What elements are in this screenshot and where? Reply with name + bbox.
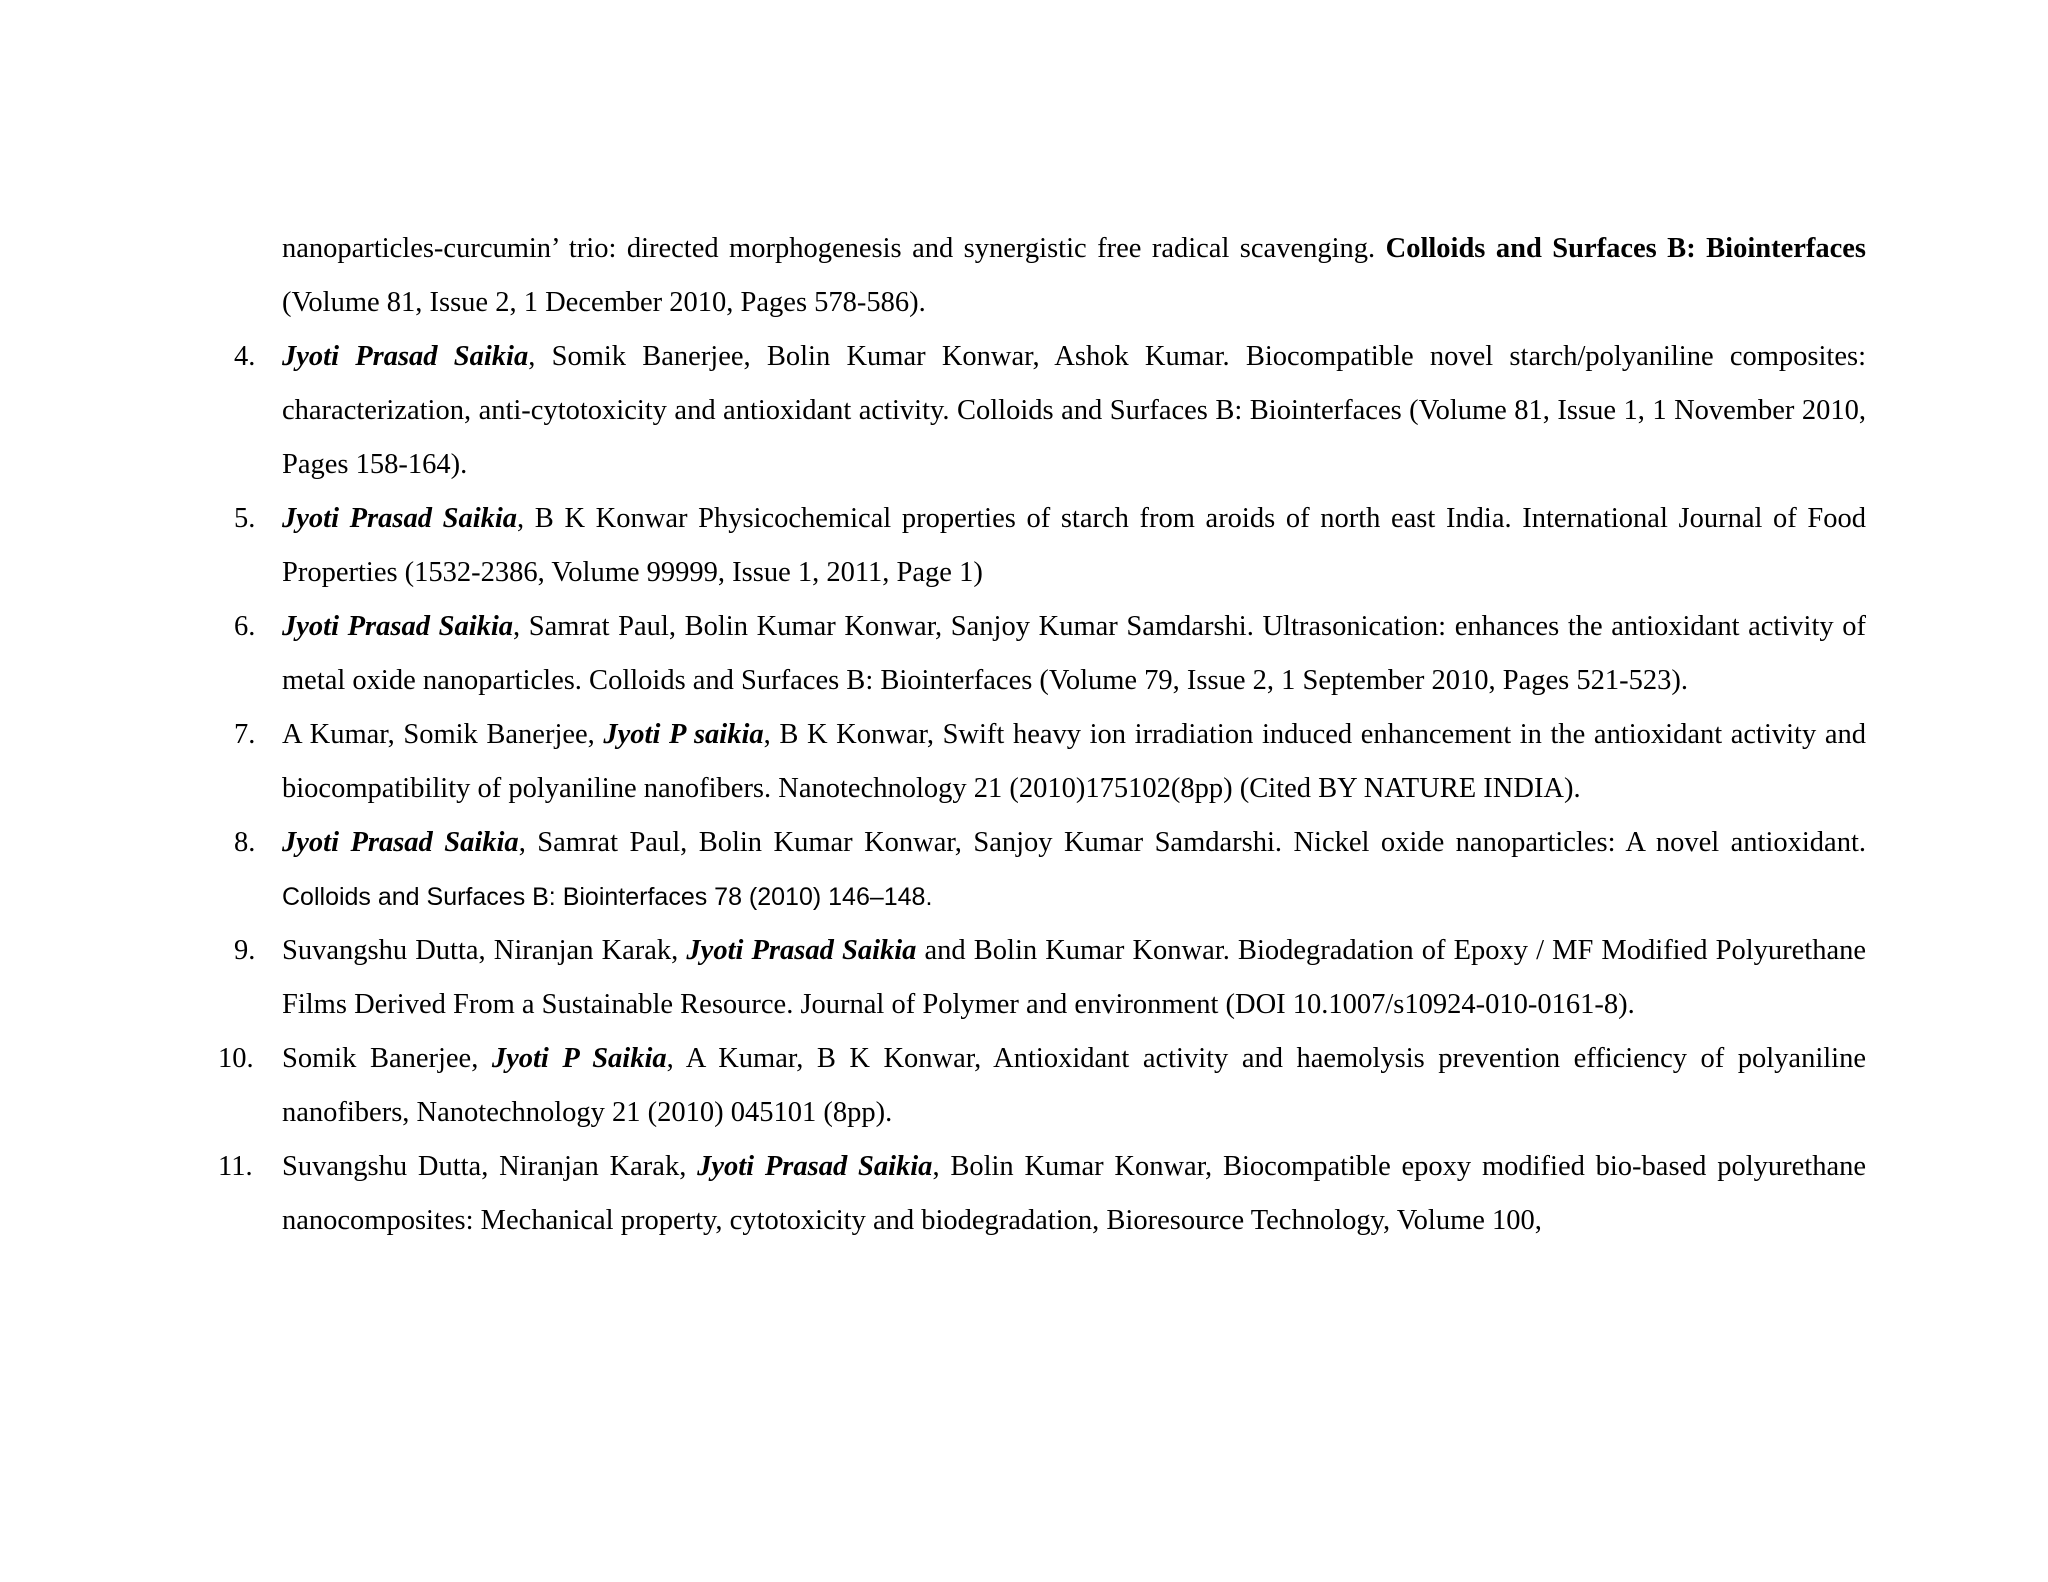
journal-citation: Colloids and Surfaces B: Biointerfaces 78 (2010) 146–148. xyxy=(282,883,933,911)
author-highlight: Jyoti P saikia xyxy=(603,719,764,750)
author-highlight: Jyoti P Saikia xyxy=(491,1043,667,1074)
reference-text: Suvangshu Dutta, Niranjan Karak, xyxy=(282,1151,698,1182)
author-highlight: Jyoti Prasad Saikia xyxy=(282,341,529,372)
author-highlight: Jyoti Prasad Saikia xyxy=(282,611,514,642)
reference-text: nanoparticles-curcumin’ trio: directed morphogenesis and synergistic free radical scavenging. xyxy=(282,233,1386,264)
reference-text: and Bolin Kumar Konwar. Biodegradation of Epoxy / MF Modified Polyurethane Films Derived From a Sustainable Resource. Journal of Polymer and environment (DOI 10.1007/s10924-010-0161-8). xyxy=(282,935,1866,1020)
reference-text: (Volume 81, Issue 2, 1 December 2010, Pages 578-586). xyxy=(282,287,926,318)
reference-text: , Samrat Paul, Bolin Kumar Konwar, Sanjoy Kumar Samdarshi. Ultrasonication: enhances the antioxidant activity of metal oxide nanoparticles. Colloids and Surfaces B: Biointerfaces (Volume 79, Issue 2, 1 September 2010, Pages 521-523). xyxy=(282,611,1866,696)
reference-item-11 xyxy=(218,1140,1866,1248)
reference-text: Somik Banerjee, xyxy=(282,1043,492,1074)
reference-item-6 xyxy=(234,600,1866,708)
reference-text: , Samrat Paul, Bolin Kumar Konwar, Sanjoy Kumar Samdarshi. Nickel oxide nanoparticles: A novel antioxidant. xyxy=(518,827,1866,858)
reference-item-8 xyxy=(234,816,1866,924)
reference-number: 5. xyxy=(234,503,256,534)
reference-text: , B K Konwar, Swift heavy ion irradiation induced enhancement in the antioxidant activity and biocompatibility of polyaniline nanofibers. Nanotechnology 21 (2010)175102(8pp) (Cited BY NATURE INDIA). xyxy=(282,719,1866,804)
reference-item-3-continued xyxy=(234,222,1866,330)
author-highlight: Jyoti Prasad Saikia xyxy=(282,503,518,534)
reference-number: 10. xyxy=(218,1043,254,1074)
reference-text: , B K Konwar Physicochemical properties of starch from aroids of north east India. International Journal of Food Properties (1532-2386, Volume 99999, Issue 1, 2011, Page 1) xyxy=(282,503,1867,588)
author-highlight: Jyoti Prasad Saikia xyxy=(697,1151,933,1182)
reference-text: A Kumar, Somik Banerjee, xyxy=(282,719,604,750)
reference-text: , A Kumar, B K Konwar, Antioxidant activity and haemolysis prevention efficiency of polyaniline nanofibers, Nanotechnology 21 (2010) 045101 (8pp). xyxy=(282,1043,1866,1128)
reference-number: 9. xyxy=(234,935,256,966)
reference-list xyxy=(218,222,1867,1248)
reference-item-9 xyxy=(234,924,1866,1032)
reference-number: 6. xyxy=(234,611,256,642)
reference-number: 4. xyxy=(234,341,256,372)
reference-number: 11. xyxy=(218,1151,253,1182)
reference-number: 7. xyxy=(234,719,256,750)
reference-item-4 xyxy=(234,330,1866,492)
reference-number: 8. xyxy=(234,827,256,858)
reference-text: , Somik Banerjee, Bolin Kumar Konwar, Ashok Kumar. Biocompatible novel starch/polyaniline composites: characterization, anti-cytotoxicity and antioxidant activity. Colloids and Surfaces B: Biointerfaces (Volume 81, Issue 1, 1 November 2010, Pages 158-164). xyxy=(282,341,1867,480)
reference-item-7 xyxy=(234,708,1866,816)
reference-item-5 xyxy=(234,492,1866,600)
author-highlight: Jyoti Prasad Saikia xyxy=(686,935,917,966)
reference-text: , Bolin Kumar Konwar, Biocompatible epoxy modified bio-based polyurethane nanocomposites: Mechanical property, cytotoxicity and biodegradation, Bioresource Technology, Volume 100, xyxy=(282,1151,1866,1236)
author-highlight: Jyoti Prasad Saikia xyxy=(282,827,519,858)
reference-item-10 xyxy=(218,1032,1866,1140)
journal-name: Colloids and Surfaces B: Biointerfaces xyxy=(1385,233,1867,264)
reference-text: Suvangshu Dutta, Niranjan Karak, xyxy=(282,935,687,966)
